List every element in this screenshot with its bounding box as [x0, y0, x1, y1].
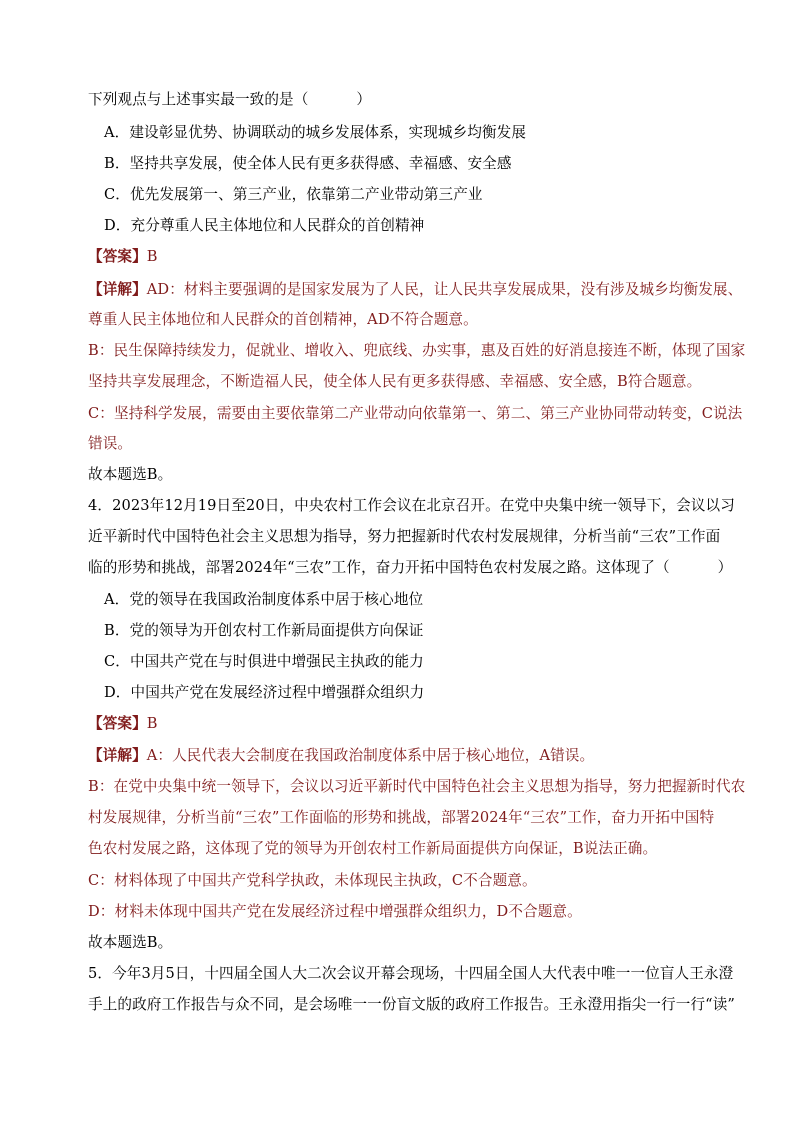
q3-explain-b-cont: 坚持共享发展理念，不断造福人民，使全体人民有更多获得感、幸福感、安全感，B符合题意。	[88, 373, 702, 390]
q3-conclusion: 故本题选B。	[88, 466, 173, 483]
q3-explain-b: B：民生保障持续发力，促就业、增收入、兜底线、办实事，惠及百姓的好消息接连不断，体现了国家	[88, 342, 746, 359]
q3-option-c: C．优先发展第一、第三产业，依靠第二产业带动第三产业	[104, 186, 483, 203]
q3-option-a: A．建设彰显优势、协调联动的城乡发展体系，实现城乡均衡发展	[104, 124, 527, 141]
q3-explain-c: C：坚持科学发展，需要由主要依靠第二产业带动向依靠第一、第二、第三产业协同带动转变，C说法	[88, 405, 743, 422]
q4-option-d: D．中国共产党在发展经济过程中增强群众组织力	[104, 684, 425, 701]
q4-explain-a: 【详解】A：人民代表大会制度在我国政治制度体系中居于核心地位，A错误。	[88, 747, 595, 764]
q5-stem-1: 5．今年3月5日，十四届全国人大二次会议开幕会现场，十四届全国人大代表中唯一一位盲人王永澄	[88, 965, 734, 982]
q3-stem-tail: 下列观点与上述事实最一致的是（ ）	[88, 91, 372, 108]
q4-explain-b: B：在党中央集中统一领导下，会议以习近平新时代中国特色社会主义思想为指导，努力把握新时代农	[88, 778, 746, 795]
q4-stem-2: 近平新时代中国特色社会主义思想为指导，努力把握新时代农村发展规律，分析当前“三农”工作面	[88, 528, 721, 545]
q4-explain-b-cont-1: 村发展规律，分析当前“三农”工作面临的形势和挑战，部署2024年“三农”工作，奋力开拓中国特	[88, 809, 715, 826]
q4-stem-1: 4．2023年12月19日至20日，中央农村工作会议在北京召开。在党中央集中统一领导下，会议以习	[88, 497, 735, 514]
q4-conclusion: 故本题选B。	[88, 934, 173, 951]
explain-tag: 【详解】	[88, 281, 147, 298]
q4-explain-c: C：材料体现了中国共产党科学执政，未体现民主执政，C不合题意。	[88, 872, 537, 889]
q3-explain-c-cont: 错误。	[88, 435, 133, 452]
q3-explain-ad: 【详解】AD：材料主要强调的是国家发展为了人民，让人民共享发展成果，没有涉及城乡均衡发展、	[88, 281, 743, 298]
q3-option-b: B．坚持共享发展，使全体人民有更多获得感、幸福感、安全感	[104, 155, 512, 172]
q4-answer: 【答案】B	[88, 715, 158, 732]
q3-option-d: D．充分尊重人民主体地位和人民群众的首创精神	[104, 217, 425, 234]
q4-explain-b-cont-2: 色农村发展之路，这体现了党的领导为开创农村工作新局面提供方向保证，B说法正确。	[88, 840, 658, 857]
q4-option-b: B．党的领导为开创农村工作新局面提供方向保证	[104, 622, 424, 639]
answer-tag: 【答案】	[88, 715, 147, 732]
q4-explain-d: D：材料未体现中国共产党在发展经济过程中增强群众组织力，D不合题意。	[88, 903, 582, 920]
q4-stem-3: 临的形势和挑战，部署2024年“三农”工作，奋力开拓中国特色农村发展之路。这体现了（ ）	[88, 559, 733, 576]
q3-explain-ad-cont: 尊重人民主体地位和人民群众的首创精神，AD不符合题意。	[88, 311, 478, 328]
q3-answer: 【答案】B	[88, 248, 158, 265]
q4-option-c: C．中国共产党在与时俱进中增强民主执政的能力	[104, 653, 424, 670]
answer-tag: 【答案】	[88, 248, 147, 265]
explain-tag: 【详解】	[88, 747, 147, 764]
q5-stem-2: 手上的政府工作报告与众不同，是会场唯一一份盲文版的政府工作报告。王永澄用指尖一行一行“读”	[88, 996, 735, 1013]
q4-option-a: A．党的领导在我国政治制度体系中居于核心地位	[104, 591, 424, 608]
